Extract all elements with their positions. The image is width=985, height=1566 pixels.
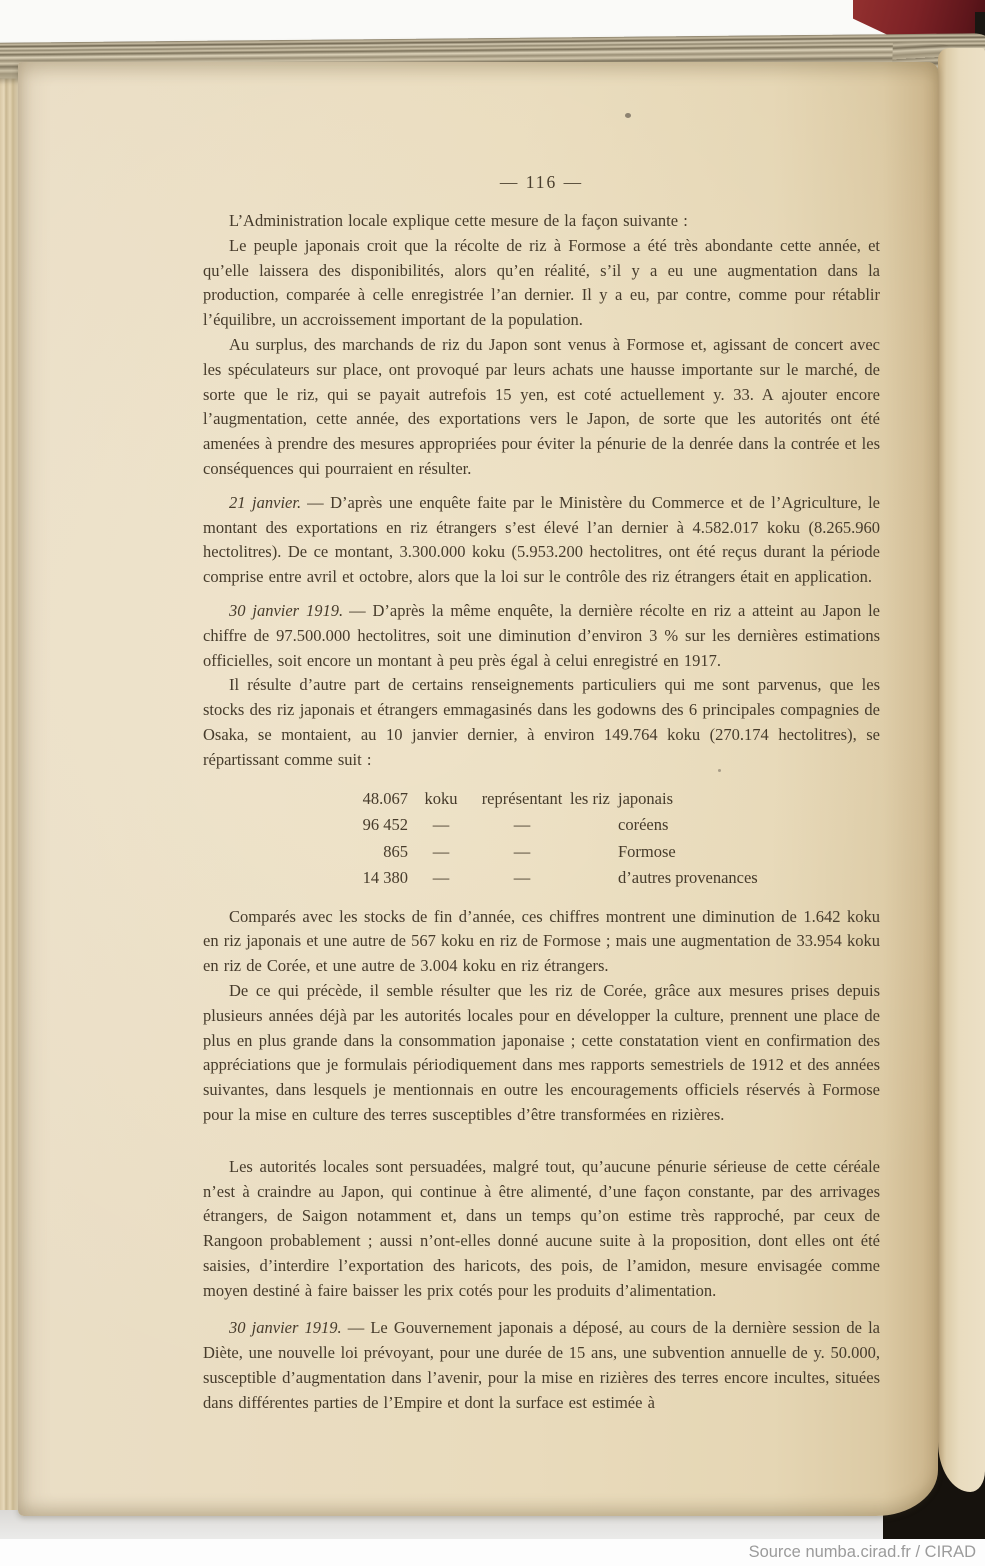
table-cell — [570, 812, 618, 839]
paragraph-text: — D’après la même enquête, la dernière récolte en riz a atteint au Japon le chiffre de 97.500.000 hectolitres, soit une diminution d’environ 3 % sur les dernières estimations officielles, soit encore un montant à peu près égal à celui enregistré en 1917. — [203, 600, 880, 670]
paragraph — [203, 209, 880, 234]
page-number: — 116 — — [499, 172, 584, 192]
stock-quantity: 48.067 — [362, 788, 408, 808]
paragraph-text: Comparés avec les stocks de fin d’année, ces chiffres montrent une diminution de 1.642 koku en riz japonais et une autre de 567 koku en riz de Formose ; mais une augmentation de 33.954 koku en riz de Corée, et une autre de 3.004 koku en riz étrangers. — [203, 906, 880, 976]
paragraph — [203, 979, 880, 1128]
ditto-dash: — — [432, 841, 450, 861]
paragraph-text: Au surplus, des marchands de riz du Japon sont venus à Formose et, agissant de concert avec les spéculateurs sur place, ont provoqué par leurs achats une hausse importante sur le marché, de sorte que le riz, qui se payait autrefois 15 yen, est coté actuellement y. 33. A ajouter encore l’augmentation, cette année, des exportations vers le Japon, de sorte que les autorités ont été amenées à prendre des mesures appropriées pour éviter la pénurie de la denrée dans la contrée et les conséquences qui pourraient en résulter. — [203, 334, 880, 478]
paragraph — [203, 905, 880, 979]
stock-quantity: 14 380 — [362, 868, 408, 888]
paragraph — [203, 234, 880, 333]
page-content — [18, 62, 938, 1516]
rice-origin-label: d’autres provenances — [618, 868, 758, 888]
ditto-dash: — — [432, 815, 450, 835]
paragraph-text: De ce qui précède, il semble résulter que les riz de Corée, grâce aux mesures prises depuis plusieurs années déjà par les autorités locales pour en développer la culture, prennent une place de plus en plus grande dans la consommation japonaise ; cette constatation vient en confirmation des appréciations que je formulais périodiquement dans mes rapports semestriels de 1912 et des années suivantes, dans lesquels je mentionnais en outre les encouragements officiels réservés à Formose pour la mise en culture des terres susceptibles d’être transformées en rizières. — [203, 980, 880, 1124]
paragraph-text: Les autorités locales sont persuadées, malgré tout, qu’aucune pénurie sérieuse de cette céréale n’est à craindre au Japon, qui continue à être alimenté, d’une façon constante, par des arrivages étrangers, de Saigon notamment et, dans un temps qu’on estime très rapproché, par ceux de Rangoon probablement ; aussi n’ont-elles donné aucune suite à la proposition, dont elles ont été saisies, d’interdire l’exportation des haricots, des pois, de l’amidon, mesure envisagée comme moyen destiné à faire baisser les prix cotés pour les produits d’alimentation. — [203, 1156, 880, 1300]
source-credit-text: Source numba.cirad.fr / CIRAD — [748, 1543, 976, 1561]
table-cell: représentant — [481, 788, 563, 808]
paragraph — [203, 333, 880, 482]
entry-date: 30 janvier 1919. — [229, 1318, 342, 1338]
paragraph-text: Le peuple japonais croit que la récolte de riz à Formose a été très abondante cette année, et qu’elle laissera des disponibilités, alors qu’en réalité, s’il y a eu une augmentation dans la production, comparée à celle enregistrée l’an dernier. Il y a eu, par contre, comme pour rétablir l’équilibre, un accroissement important de la population. — [203, 235, 880, 330]
table-cell — [570, 839, 618, 866]
entry-date: 30 janvier 1919. — [229, 600, 344, 620]
ditto-dash: — — [513, 841, 531, 861]
stock-quantity: 865 — [383, 841, 408, 861]
book-page — [18, 62, 938, 1516]
rice-stock-table — [223, 786, 880, 892]
table-row — [223, 865, 880, 892]
paragraph-dated-entry — [203, 599, 880, 673]
paragraph-dated-entry — [203, 1316, 880, 1415]
paragraph-text: — Le Gouvernement japonais a déposé, au cours de la dernière session de la Diète, une nouvelle loi prévoyant, pour une durée de 15 ans, une subvention annuelle de y. 50.000, susceptible d’augmentation dans l’avenir, pour la mise en rizières des terres encore incultes, situées dans différentes parties de l’Empire et dont la surface est estimée à — [203, 1318, 880, 1412]
rice-origin-label: Formose — [618, 841, 676, 861]
table-row — [223, 812, 880, 839]
table-row — [223, 786, 880, 813]
paragraph-text: Il résulte d’autre part de certains renseignements particuliers qui me sont parvenus, que les stocks des riz japonais et étrangers emmagasinés dans les godowns des 6 principales compagnies de Osaka, se montaient, au 10 janvier dernier, à environ 149.764 koku (270.174 hectolitres), se répartissant comme suit : — [203, 675, 880, 769]
ditto-dash: — — [513, 815, 531, 835]
paragraph-text: L’Administration locale explique cette mesure de la façon suivante : — [229, 211, 688, 230]
table-cell — [570, 865, 618, 892]
paragraph-text: — D’après une enquête faite par le Ministère du Commerce et de l’Agriculture, le montant des exportations en riz étrangers s’est élevé l’an dernier à 4.582.017 koku (8.265.960 hectolitres). De ce montant, 3.300.000 koku (5.953.200 hectolitres, ont été reçus durant la période comprise entre avril et octobre, alors que la loi sur le contrôle des riz étrangers était en application. — [203, 492, 880, 587]
table-cell: les riz — [570, 788, 610, 808]
paragraph-dated-entry — [203, 491, 880, 590]
paragraph — [203, 1155, 880, 1304]
paragraph — [203, 673, 880, 772]
stock-unit: koku — [424, 788, 458, 808]
ditto-dash: — — [432, 868, 450, 888]
ditto-dash: — — [513, 868, 531, 888]
source-credit-bar — [0, 1539, 985, 1566]
table-row — [223, 839, 880, 866]
rice-origin-label: japonais — [618, 788, 673, 808]
stock-quantity: 96 452 — [362, 815, 408, 835]
facing-page-edge — [938, 48, 985, 1492]
entry-date: 21 janvier. — [229, 492, 302, 512]
rice-origin-label: coréens — [618, 815, 669, 835]
